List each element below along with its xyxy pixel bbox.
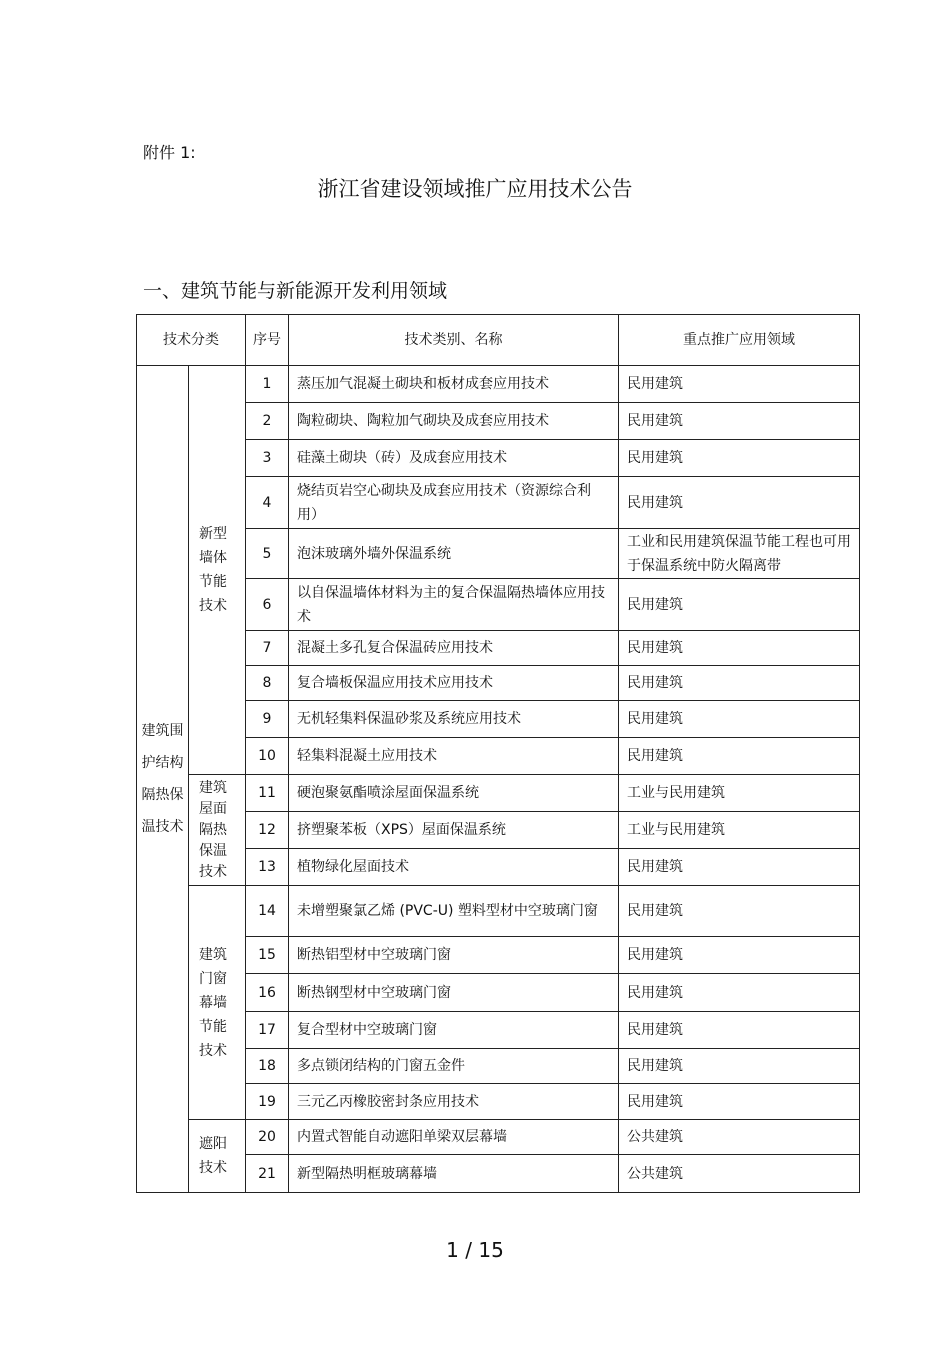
- row-number: 3: [246, 440, 289, 477]
- row-name: 陶粒砌块、陶粒加气砌块及成套应用技术: [289, 403, 619, 440]
- attachment-label: 附件 1:: [143, 143, 196, 162]
- row-name: 断热铝型材中空玻璃门窗: [289, 937, 619, 974]
- group-cell: 建筑门窗幕墙节能技术: [189, 886, 246, 1120]
- row-field: 民用建筑: [619, 440, 860, 477]
- row-name: 内置式智能自动遮阳单梁双层幕墙: [289, 1120, 619, 1155]
- row-name: 断热钢型材中空玻璃门窗: [289, 974, 619, 1012]
- row-number: 21: [246, 1155, 289, 1193]
- table-header-row: [137, 315, 860, 366]
- row-name: 无机轻集料保温砂浆及系统应用技术: [289, 701, 619, 738]
- page-number: 1 / 15: [446, 1238, 504, 1262]
- row-name: 多点锁闭结构的门窗五金件: [289, 1049, 619, 1084]
- row-number: 7: [246, 631, 289, 666]
- table-row: [137, 579, 860, 631]
- table-row: [137, 1049, 860, 1084]
- row-name: 以自保温墙体材料为主的复合保温隔热墙体应用技术: [289, 579, 619, 631]
- row-number: 4: [246, 477, 289, 529]
- row-name: 硬泡聚氨酯喷涂屋面保温系统: [289, 775, 619, 812]
- table-row: [137, 403, 860, 440]
- row-field: 民用建筑: [619, 1049, 860, 1084]
- row-number: 19: [246, 1084, 289, 1120]
- category-cell: 建筑围护结构隔热保温技术: [137, 366, 189, 1193]
- row-field: 民用建筑: [619, 738, 860, 775]
- row-field: 民用建筑: [619, 366, 860, 403]
- row-number: 17: [246, 1012, 289, 1049]
- row-field: 民用建筑: [619, 886, 860, 937]
- row-field: 民用建筑: [619, 849, 860, 886]
- table-row: [137, 886, 860, 937]
- row-field: 民用建筑: [619, 631, 860, 666]
- table-row: [137, 1155, 860, 1193]
- row-field: 民用建筑: [619, 1012, 860, 1049]
- table-row: [137, 1012, 860, 1049]
- row-field: 民用建筑: [619, 579, 860, 631]
- row-field: 工业与民用建筑: [619, 775, 860, 812]
- table-row: [137, 666, 860, 701]
- row-name: 三元乙丙橡胶密封条应用技术: [289, 1084, 619, 1120]
- row-field: 民用建筑: [619, 701, 860, 738]
- table-row: [137, 849, 860, 886]
- row-name: 未增塑聚氯乙烯 (PVC-U) 塑料型材中空玻璃门窗: [289, 886, 619, 937]
- table-row: [137, 812, 860, 849]
- row-number: 1: [246, 366, 289, 403]
- row-field: 工业和民用建筑保温节能工程也可用于保温系统中防火隔离带: [619, 529, 860, 579]
- row-number: 18: [246, 1049, 289, 1084]
- row-name: 烧结页岩空心砌块及成套应用技术（资源综合利用）: [289, 477, 619, 529]
- row-field: 公共建筑: [619, 1120, 860, 1155]
- row-number: 16: [246, 974, 289, 1012]
- row-name: 植物绿化屋面技术: [289, 849, 619, 886]
- row-name: 蒸压加气混凝土砌块和板材成套应用技术: [289, 366, 619, 403]
- row-number: 9: [246, 701, 289, 738]
- row-name: 新型隔热明框玻璃幕墙: [289, 1155, 619, 1193]
- table-row: [137, 1120, 860, 1155]
- row-field: 民用建筑: [619, 403, 860, 440]
- row-name: 硅藻土砌块（砖）及成套应用技术: [289, 440, 619, 477]
- row-name: 轻集料混凝土应用技术: [289, 738, 619, 775]
- row-name: 混凝土多孔复合保温砖应用技术: [289, 631, 619, 666]
- row-name: 泡沫玻璃外墙外保温系统: [289, 529, 619, 579]
- group-cell: 遮阳技术: [189, 1120, 246, 1193]
- table-row: [137, 477, 860, 529]
- row-number: 2: [246, 403, 289, 440]
- document-title: 浙江省建设领域推广应用技术公告: [317, 177, 633, 201]
- row-number: 15: [246, 937, 289, 974]
- table-row: [137, 529, 860, 579]
- table-row: [137, 440, 860, 477]
- table-row: [137, 775, 860, 812]
- row-field: 公共建筑: [619, 1155, 860, 1193]
- row-number: 12: [246, 812, 289, 849]
- table-row: [137, 701, 860, 738]
- row-name: 挤塑聚苯板（XPS）屋面保温系统: [289, 812, 619, 849]
- table-row: [137, 631, 860, 666]
- row-number: 11: [246, 775, 289, 812]
- row-number: 20: [246, 1120, 289, 1155]
- row-field: 工业与民用建筑: [619, 812, 860, 849]
- row-field: 民用建筑: [619, 477, 860, 529]
- row-field: 民用建筑: [619, 937, 860, 974]
- header-category: 技术分类: [137, 315, 246, 366]
- row-field: 民用建筑: [619, 974, 860, 1012]
- group-cell: 新型墙体节能技术: [189, 366, 246, 775]
- table-row: [137, 937, 860, 974]
- row-number: 10: [246, 738, 289, 775]
- technology-table: [136, 314, 860, 1193]
- header-field: 重点推广应用领域: [619, 315, 860, 366]
- row-number: 13: [246, 849, 289, 886]
- table-row: [137, 366, 860, 403]
- row-name: 复合型材中空玻璃门窗: [289, 1012, 619, 1049]
- header-name: 技术类别、名称: [289, 315, 619, 366]
- row-number: 8: [246, 666, 289, 701]
- section-heading: 一、建筑节能与新能源开发利用领域: [143, 280, 448, 302]
- row-name: 复合墙板保温应用技术应用技术: [289, 666, 619, 701]
- row-number: 6: [246, 579, 289, 631]
- row-number: 5: [246, 529, 289, 579]
- group-cell: 建筑屋面隔热保温技术: [189, 775, 246, 886]
- table-row: [137, 1084, 860, 1120]
- row-field: 民用建筑: [619, 666, 860, 701]
- table-row: [137, 974, 860, 1012]
- table-row: [137, 738, 860, 775]
- row-field: 民用建筑: [619, 1084, 860, 1120]
- row-number: 14: [246, 886, 289, 937]
- header-number: 序号: [246, 315, 289, 366]
